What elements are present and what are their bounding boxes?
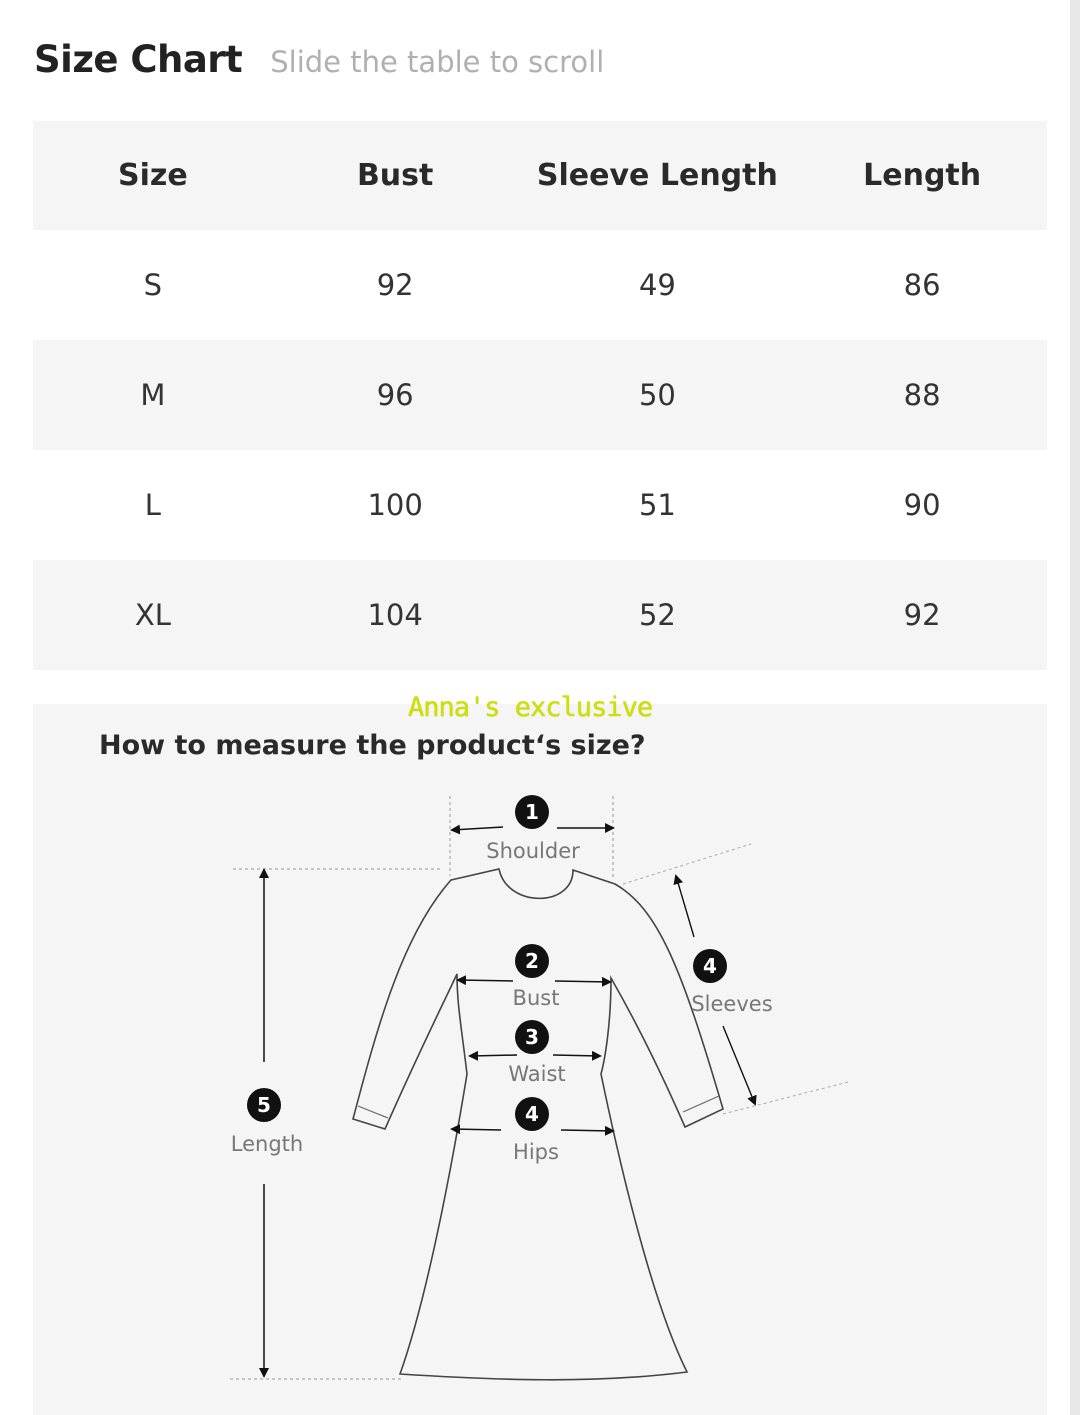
label-shoulder: Shoulder <box>486 839 580 863</box>
cell-size: S <box>143 268 163 302</box>
column-header-sleeve-length: Sleeve Length <box>536 158 778 193</box>
label-hips: Hips <box>513 1140 559 1164</box>
cell-bust: 104 <box>367 598 423 632</box>
label-waist: Waist <box>508 1062 566 1086</box>
badge-3-number: 3 <box>525 1025 539 1049</box>
scrollbar-gutter <box>1070 0 1080 1415</box>
cell-sleeve-length: 49 <box>638 268 676 302</box>
badge-4-number: 4 <box>525 1102 539 1126</box>
waist-arrow <box>470 1055 517 1056</box>
cell-sleeve-length: 51 <box>638 488 676 522</box>
table-header-row <box>33 121 1047 230</box>
table-row <box>33 560 1047 670</box>
measure-title: How to measure the product‘s size? <box>99 730 646 761</box>
column-header-size: Size <box>118 158 188 193</box>
shoulder-arrow <box>452 827 503 830</box>
badge-5-number: 5 <box>257 1093 271 1117</box>
size-table[interactable] <box>33 121 1047 670</box>
badge-1-number: 1 <box>525 800 539 824</box>
table-row <box>33 450 1047 560</box>
cell-length: 90 <box>903 488 941 522</box>
table-row <box>33 340 1047 450</box>
size-chart-header <box>34 38 604 94</box>
cell-bust: 96 <box>376 378 414 412</box>
cell-length: 92 <box>903 598 941 632</box>
hips-arrow <box>452 1129 501 1130</box>
watermark-text: Anna's exclusive <box>408 692 653 723</box>
cell-length: 88 <box>903 378 941 412</box>
cell-sleeve-length: 52 <box>638 598 676 632</box>
sleeve-arrow <box>676 876 694 937</box>
cell-size: L <box>144 488 161 522</box>
column-header-length: Length <box>863 158 982 193</box>
cell-size: XL <box>134 598 171 632</box>
badge-2-number: 2 <box>525 949 539 973</box>
page-title: Size Chart <box>34 38 243 81</box>
label-bust: Bust <box>512 986 560 1010</box>
dress-measurement-diagram <box>33 704 1047 1415</box>
cell-sleeve-length: 50 <box>638 378 676 412</box>
cell-bust: 92 <box>376 268 414 302</box>
table-row <box>33 230 1047 340</box>
bust-arrow <box>458 980 513 981</box>
label-sleeves: Sleeves <box>691 992 773 1016</box>
cell-size: M <box>140 378 166 412</box>
badge-4-sleeves-number: 4 <box>703 954 717 978</box>
cell-bust: 100 <box>367 488 423 522</box>
label-length: Length <box>230 1132 304 1156</box>
scroll-hint: Slide the table to scroll <box>270 45 605 79</box>
column-header-bust: Bust <box>356 158 434 193</box>
cell-length: 86 <box>903 268 941 302</box>
measurement-guide <box>33 692 1047 1415</box>
